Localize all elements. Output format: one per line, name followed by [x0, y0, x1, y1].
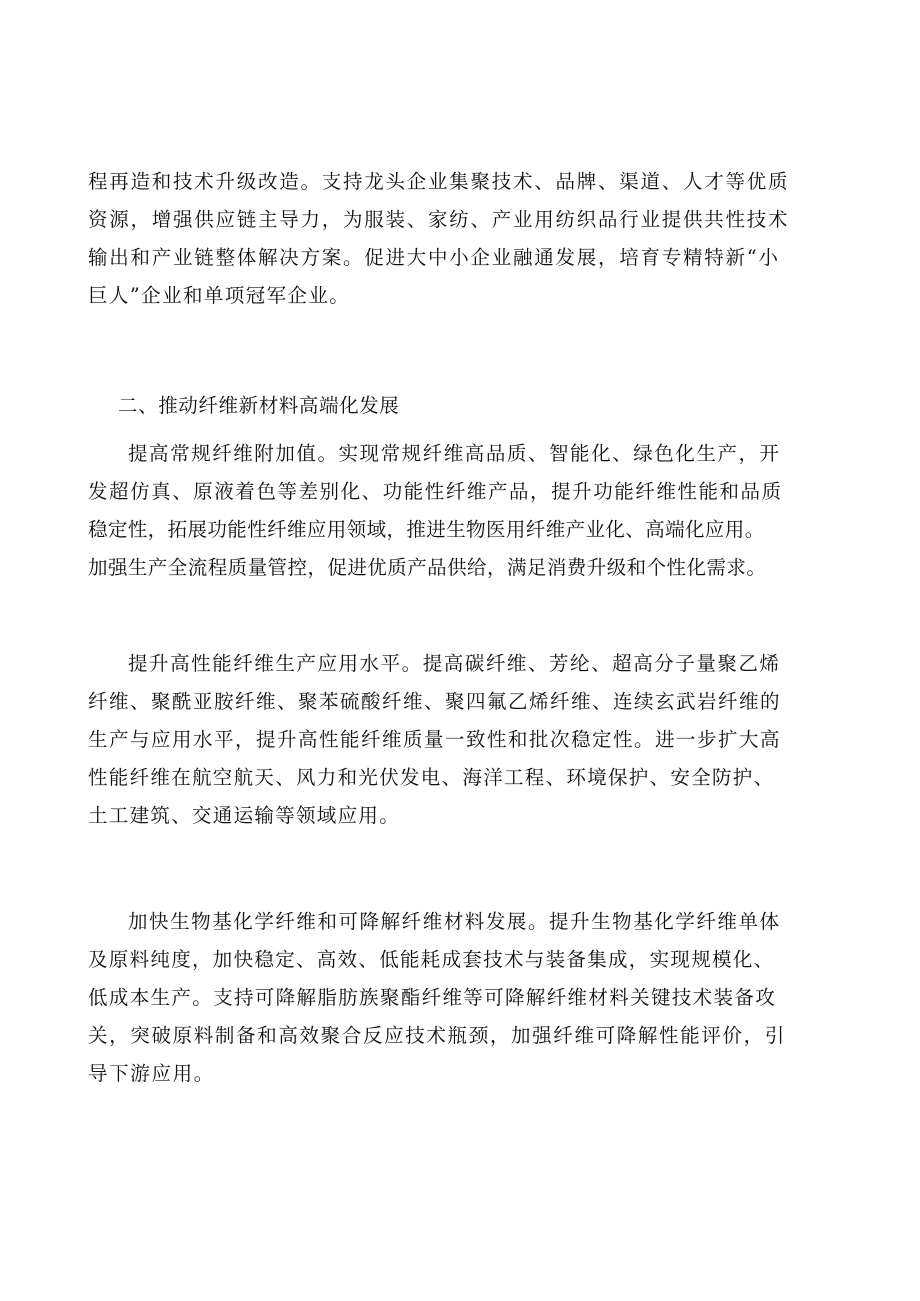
text-line: 关，突破原料制备和高效聚合反应技术瓶颈，加强纤维可降解性能评价，引 — [88, 1024, 786, 1047]
text-line: 输出和产业链整体解决方案。促进大中小企业融通发展，培育专精特新“小 — [88, 246, 780, 269]
text-line: 导下游应用。 — [88, 1062, 215, 1085]
text-line: 资源，增强供应链主导力，为服装、家纺、产业用纺织品行业提供共性技术 — [88, 208, 790, 231]
paragraph-2 — [88, 645, 848, 835]
continuation-paragraph — [88, 163, 848, 315]
section-heading: 二、推动纤维新材料高端化发展 — [118, 394, 400, 417]
text-line: 及原料纯度，加快稳定、高效、低能耗成套技术与装备集成，实现规模化、 — [88, 948, 775, 971]
paragraph-3 — [88, 903, 848, 1093]
text-line: 提升高性能纤维生产应用水平。提高碳纤维、芳纶、超高分子量聚乙烯 — [128, 652, 781, 675]
text-line: 发超仿真、原液着色等差别化、功能性纤维产品，提升功能纤维性能和品质 — [88, 480, 783, 503]
text-line: 性能纤维在航空航天、风力和光伏发电、海洋工程、环境保护、安全防护、 — [88, 766, 775, 789]
text-line: 纤维、聚酰亚胺纤维、聚苯硫酸纤维、聚四氟乙烯纤维、连续玄武岩纤维的 — [88, 690, 782, 713]
text-line: 巨人”企业和单项冠军企业。 — [88, 284, 351, 307]
text-line: 加快生物基化学纤维和可降解纤维材料发展。提升生物基化学纤维单体 — [128, 910, 781, 933]
text-line: 土工建筑、交通运输等领域应用。 — [88, 804, 401, 827]
section-heading-block — [88, 387, 848, 425]
text-line: 稳定性，拓展功能性纤维应用领域，推进生物医用纤维产业化、高端化应用。 — [88, 518, 765, 541]
text-line: 生产与应用水平，提升高性能纤维质量一致性和批次稳定性。进一步扩大高 — [88, 728, 782, 751]
text-line: 提高常规纤维附加值。实现常规纤维高品质、智能化、绿色化生产，开 — [128, 442, 781, 465]
text-line: 程再造和技术升级改造。支持龙头企业集聚技术、品牌、渠道、人才等优质 — [88, 170, 790, 193]
paragraph-1 — [88, 435, 848, 587]
text-line: 加强生产全流程质量管控，促进优质产品供给，满足消费升级和个性化需求。 — [88, 556, 767, 579]
text-line: 低成本生产。支持可降解脂肪族聚酯纤维等可降解纤维材料关键技术装备攻 — [88, 986, 777, 1009]
